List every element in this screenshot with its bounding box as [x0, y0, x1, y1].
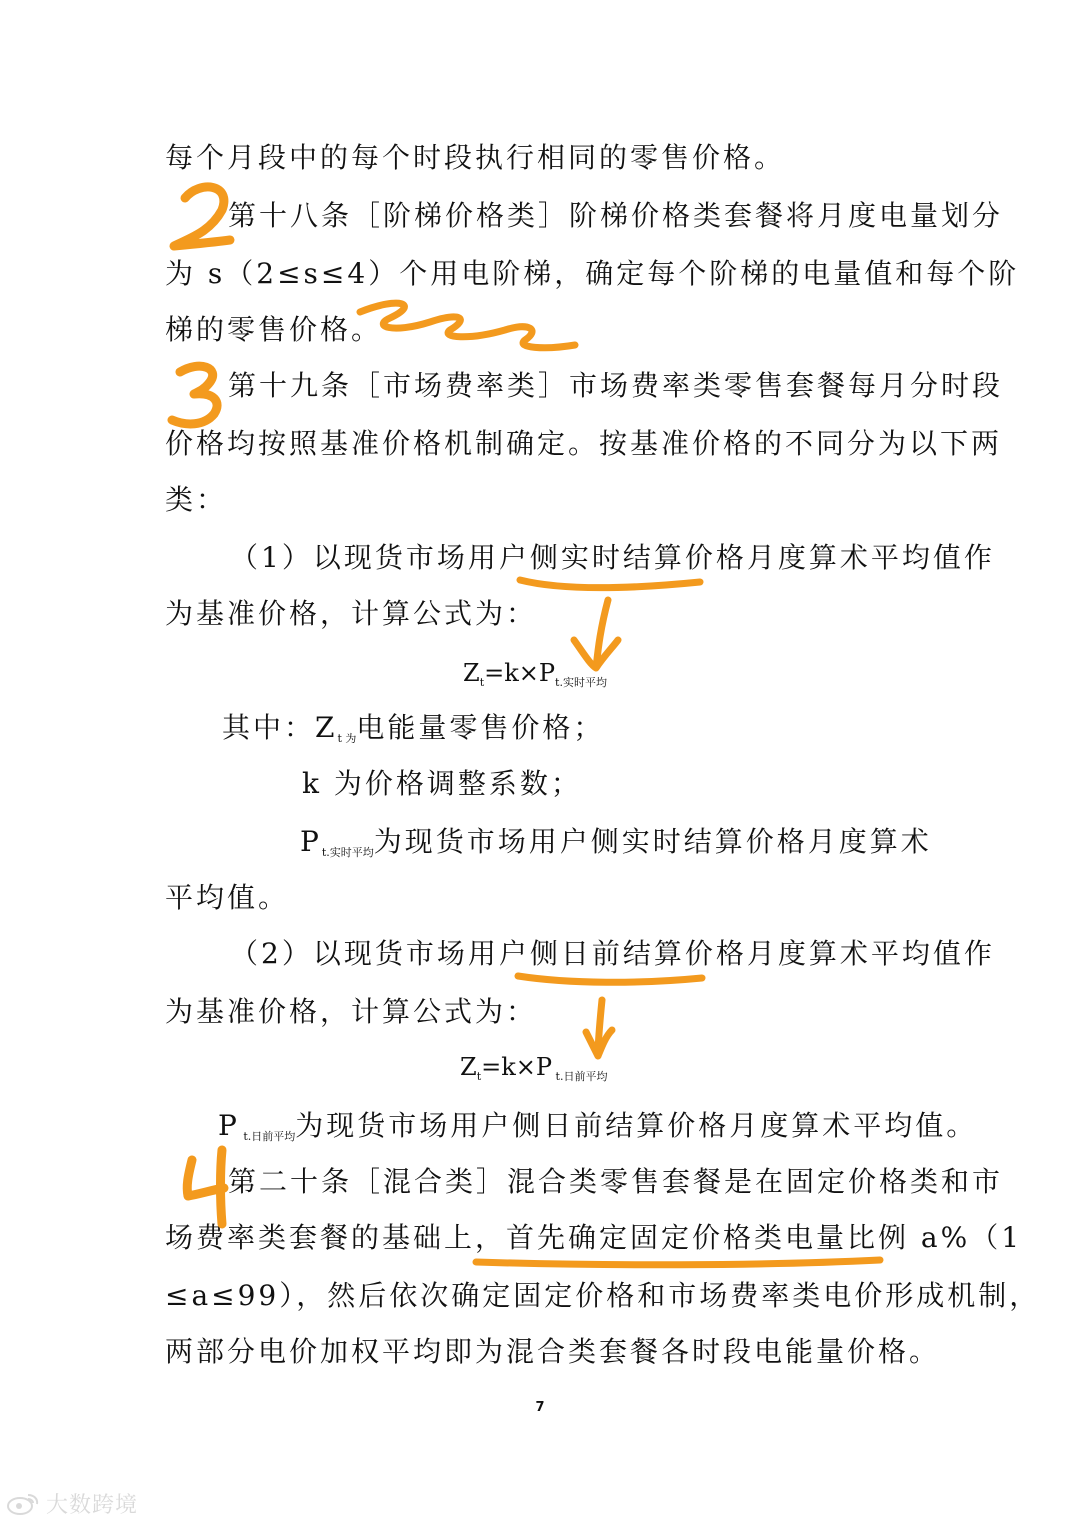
formula-sub: t.实时平均: [555, 676, 607, 689]
watermark: [6, 1488, 138, 1519]
annotation-underline: [520, 580, 700, 588]
formula-mid: =k×P: [481, 1053, 553, 1081]
definition-sub: t.日前平均: [239, 1130, 296, 1143]
text-line: 每个月段中的每个时段执行相同的零售价格。: [165, 141, 786, 174]
annotation-number-3: [172, 366, 217, 424]
page-number: 7: [535, 1400, 545, 1415]
definition-text: 为现货市场用户侧日前结算价格月度算术平均值。: [295, 1109, 978, 1142]
article-20-line-4: 两部分电价加权平均即为混合类套餐各时段电能量价格。: [165, 1335, 941, 1368]
formula-sub: t: [476, 1070, 482, 1083]
article-20-line-1: 第二十条［混合类］混合类零售套餐是在固定价格类和市: [228, 1165, 1004, 1198]
definition-sub: t 为: [337, 732, 357, 745]
annotation-number-2: [174, 187, 230, 246]
formula-mid: =k×P: [484, 659, 556, 687]
article-18-line-1: 第十八条［阶梯价格类］阶梯价格类套餐将月度电量划分: [228, 199, 1004, 232]
article-20-line-3: ≤a≤99），然后依次确定固定价格和市场费率类电价形成机制，: [165, 1279, 1041, 1312]
article-18-line-3: 梯的零售价格。: [165, 313, 383, 346]
formula-z: Z: [460, 1053, 477, 1081]
definition-text: 电能量零售价格；: [356, 711, 605, 744]
annotation-number-4: [187, 1150, 224, 1224]
article-19-line-2: 价格均按照基准价格机制确定。按基准价格的不同分为以下两: [165, 427, 1003, 460]
formula-sub: t: [479, 676, 485, 689]
annotation-underline: [476, 1260, 880, 1265]
item-1-line-1: （1）以现货市场用户侧实时结算价格月度算术平均值作: [230, 541, 995, 574]
annotation-arrow: [574, 600, 618, 668]
annotation-arrow: [586, 1000, 612, 1056]
definition-prefix: 其中：Z: [222, 711, 338, 744]
annotation-squiggle: [360, 303, 575, 348]
article-20-line-2: 场费率类套餐的基础上，首先确定固定价格类电量比例 a%（1: [165, 1221, 1023, 1254]
definition-p: P: [218, 1109, 240, 1142]
formula-z: Z: [463, 659, 480, 687]
definition-text: 为现货市场用户侧实时结算价格月度算术: [373, 825, 932, 858]
item-2-line-2: 为基准价格，计算公式为：: [165, 995, 538, 1028]
definition-k: k 为价格调整系数；: [302, 767, 582, 800]
item-2-line-1: （2）以现货市场用户侧日前结算价格月度算术平均值作: [230, 937, 995, 970]
watermark-text: 大数跨境: [46, 1493, 139, 1518]
item-1-line-2: 为基准价格，计算公式为：: [165, 597, 538, 630]
definition-p: P: [300, 825, 322, 858]
weibo-logo-icon: [6, 1491, 40, 1517]
article-19-line-1: 第十九条［市场费率类］市场费率类零售套餐每月分时段: [228, 369, 1004, 402]
definition-p-realtime-line-2: 平均值。: [165, 881, 290, 914]
article-19-line-3: 类：: [165, 483, 228, 516]
definition-sub: t.实时平均: [321, 846, 374, 859]
formula-sub: t.日前平均: [552, 1070, 608, 1083]
article-18-line-2: 为 s（2≤s≤4）个用电阶梯，确定每个阶梯的电量值和每个阶: [165, 257, 1020, 290]
annotation-underline: [518, 976, 702, 982]
